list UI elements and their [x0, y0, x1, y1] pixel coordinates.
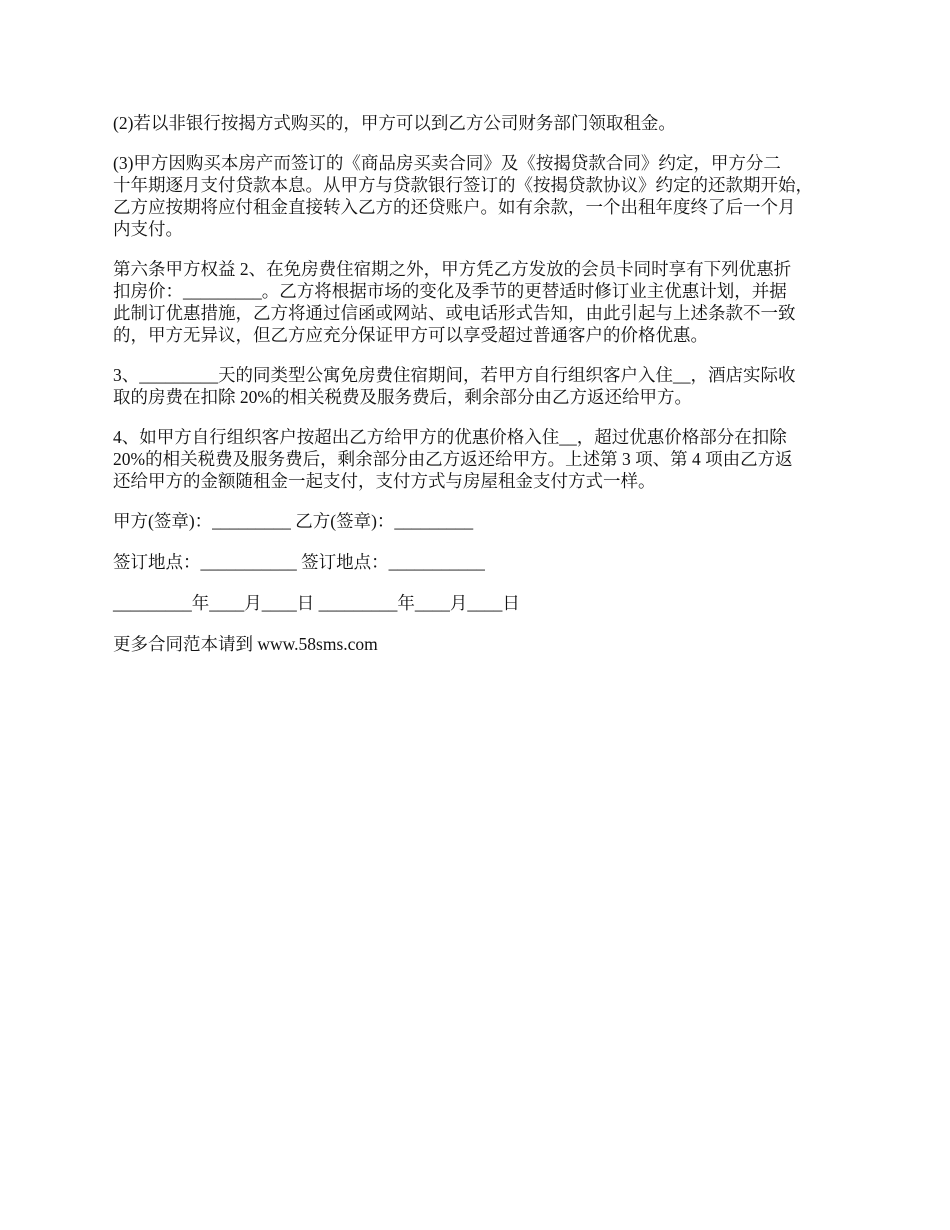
signature-line: 甲方(签章)：_________ 乙方(签章)：_________	[113, 511, 474, 531]
signing-place-line: 签订地点：___________ 签订地点：___________	[113, 552, 485, 572]
paragraph-payment-non-bank: (2)若以非银行按揭方式购买的，甲方可以到乙方公司财务部门领取租金。	[113, 113, 676, 133]
date-line: _________年____月____日 _________年____月____日	[113, 593, 520, 613]
paragraph-free-stay-period: 3、_________天的同类型公寓免房费住宿期间，若甲方自行组织客户入住__，酒店实际收 取的房费在扣除 20%的相关税费及服务费后，剩余部分由乙方返还给甲方。	[113, 365, 796, 407]
paragraph-excess-price: 4、如甲方自行组织客户按超出乙方给甲方的优惠价格入住__，超过优惠价格部分在扣除 20%的相关税费及服务费后，剩余部分由乙方返还给甲方。上述第 3 项、第 4 项由乙方返 还给甲方的金额随租金一起支付，支付方式与房屋租金支付方式一样。	[113, 427, 793, 491]
document-page	[113, 112, 845, 674]
paragraph-mortgage-payment: (3)甲方因购买本房产而签订的《商品房买卖合同》及《按揭贷款合同》约定，甲方分二 十年期逐月支付贷款本息。从甲方与贷款银行签订的《按揭贷款协议》约定的还款期开始， 乙方应按期将应付租金直接转入乙方的还贷账户。如有余款，一个出租年度终了后一个月 内支付。	[113, 153, 813, 239]
paragraph-owner-rights: 第六条甲方权益 2、在免房费住宿期之外，甲方凭乙方发放的会员卡同时享有下列优惠折 扣房价：_________。乙方将根据市场的变化及季节的更替适时修订业主优惠计划，并据 此制订优惠措施，乙方将通过信函或网站、或电话形式告知，由此引起与上述条款不一致 的，甲方无异议，但乙方应充分保证甲方可以享受超过普通客户的价格优惠。	[113, 259, 796, 345]
footer-line: 更多合同范本请到 www.58sms.com	[113, 634, 378, 654]
